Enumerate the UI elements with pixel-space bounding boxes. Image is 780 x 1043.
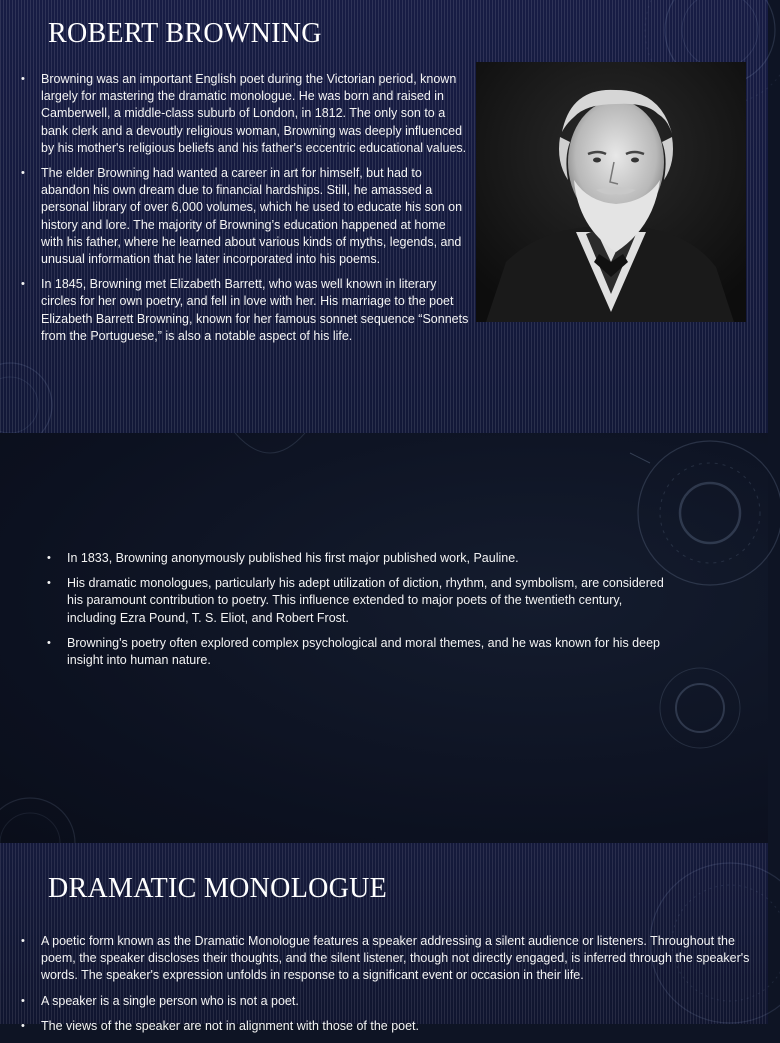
slide-robert-browning [0,0,768,433]
list-item: • A poetic form known as the Dramatic Monologue features a speaker addressing a silent audience or listeners. Throughout the poem, the speaker discloses their thoughts, and the silent listener, though not directly engaged, is inferred through the speaker's words. The speaker's expression unfolds in response to a significant event or occasion in their life. [21,933,756,985]
list-item: • In 1833, Browning anonymously published his first major published work, Pauline. [47,550,667,567]
portrait-illustration [476,62,746,322]
bullet-list [21,933,756,1043]
slide-title: ROBERT BROWNING [48,18,322,49]
list-item: • The elder Browning had wanted a career in art for himself, but had to abandon his own dream due to financial hardships. Still, he amassed a personal library of over 6,000 volumes, which he used to educate his son on history and lore. The majority of Browning’s education happened at home with his father, where he learned about various kinds of myths, legends, and unusual information that he later incorporated into his poems. [21,165,471,268]
slide-title: DRAMATIC MONOLOGUE [48,873,388,904]
list-item: • Browning's poetry often explored complex psychological and moral themes, and he was known for his deep insight into human nature. [47,635,667,669]
list-item: • His dramatic monologues, particularly his adept utilization of diction, rhythm, and symbolism, are considered his paramount contribution to poetry. This influence extended to major poets of the twentieth century, including Ezra Pound, T. S. Eliot, and Robert Frost. [47,575,667,627]
slide-browning-works [0,433,768,843]
decorative-rings-bottom-left [0,773,90,853]
list-item: • Browning was an important English poet during the Victorian period, known largely for mastering the dramatic monologue. He was born and raised in Camberwell, a middle-class suburb of London, in 1812. The only son to a bank clerk and a devoutly religious woman, Browning was deeply influenced by his mother's religious beliefs and his father's eccentric educational values. [21,71,471,157]
list-item: • A speaker is a single person who is not a poet. [21,993,756,1010]
bullet-list [21,71,471,353]
bullet-list [47,550,667,677]
list-item: • The views of the speaker are not in alignment with those of the poet. [21,1018,756,1035]
decorative-ring-top [230,433,310,473]
slide-dramatic-monologue [0,843,768,1033]
list-item: • In 1845, Browning met Elizabeth Barrett, who was well known in literary circles for her own poetry, and fell in love with her. His marriage to the poet Elizabeth Barrett Browning, known for her famous sonnet sequence “Sonnets from the Portuguese,” is also a notable aspect of his life. [21,276,471,345]
portrait-image [476,62,746,322]
